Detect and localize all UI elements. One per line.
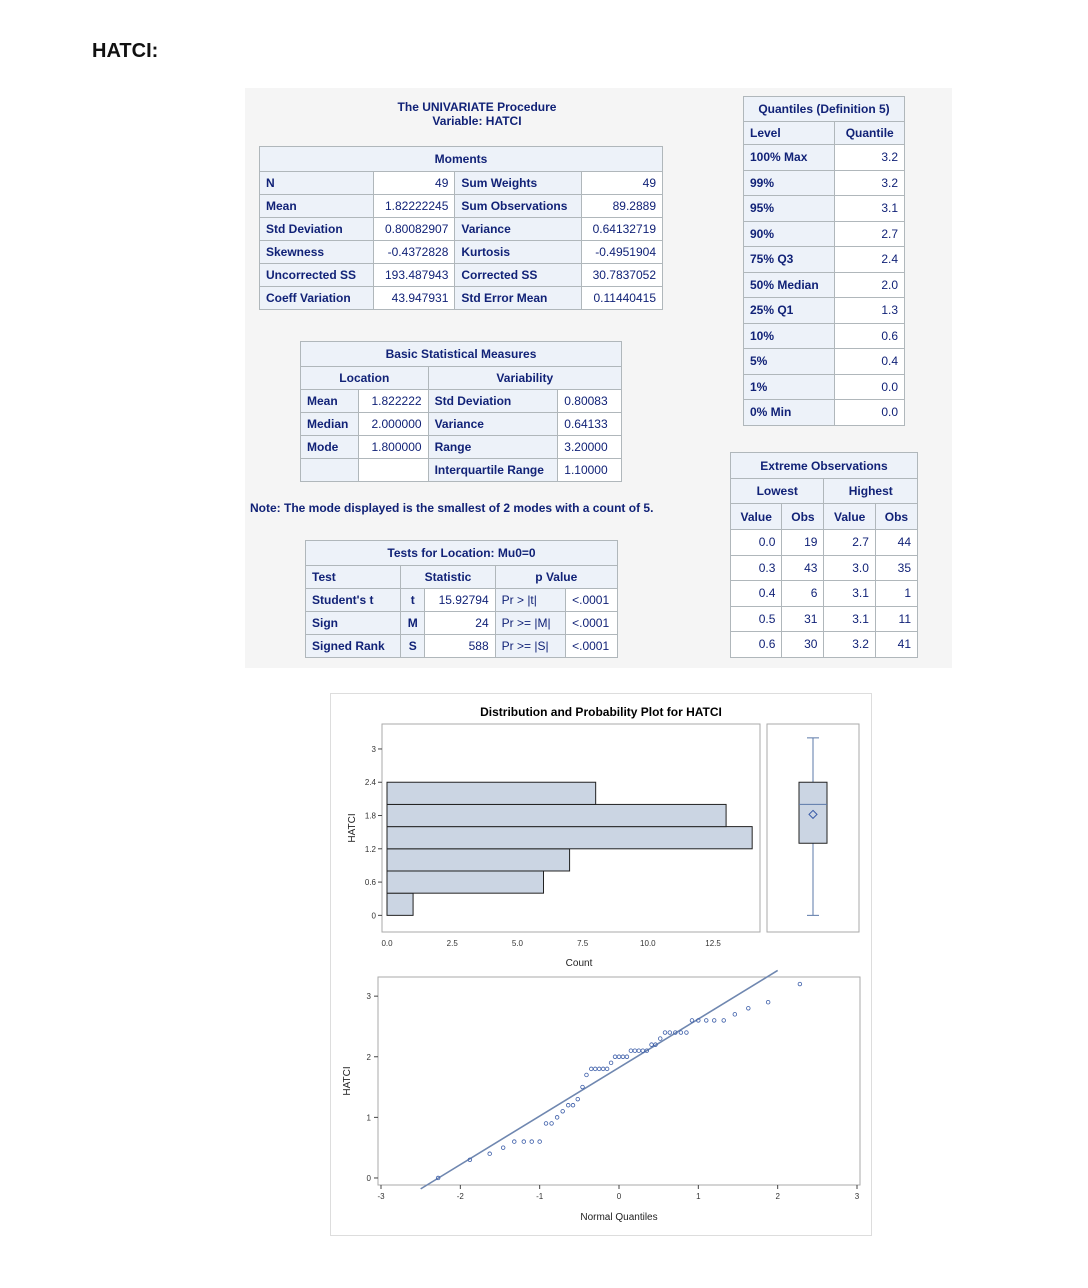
qq-point: [585, 1073, 589, 1077]
tests-header-test: Test: [306, 566, 401, 589]
qq-x-tick-label: 1: [696, 1192, 701, 1201]
moments-value: 89.2889: [581, 195, 662, 218]
extreme-obs: 41: [875, 632, 917, 658]
qq-y-axis: [367, 992, 378, 1183]
histogram-bars: [387, 782, 752, 915]
quantile-level: 99%: [744, 170, 835, 196]
test-name: Sign: [306, 612, 401, 635]
location-label: [301, 459, 359, 482]
variability-label: Variance: [428, 413, 558, 436]
quantile-level: 25% Q1: [744, 298, 835, 324]
extremes-sub-header: Obs: [875, 504, 917, 530]
qq-point: [555, 1116, 559, 1120]
boxplot-box: [799, 782, 827, 843]
histogram-x-tick-label: 5.0: [511, 939, 523, 948]
histogram-y-tick-label: 0.6: [364, 878, 376, 888]
qq-point: [593, 1067, 597, 1071]
histogram-bar: [387, 782, 596, 804]
location-value: 2.000000: [358, 413, 428, 436]
histogram-x-tick-label: 7.5: [577, 939, 589, 948]
moments-label: Sum Observations: [455, 195, 581, 218]
qq-point: [637, 1049, 641, 1053]
table-row: [744, 170, 905, 196]
extremes-table: [730, 452, 918, 658]
extreme-obs: 11: [875, 606, 917, 632]
distribution-probability-plot: [331, 694, 871, 1235]
table-row: [301, 436, 622, 459]
qq-point: [597, 1067, 601, 1071]
table-row: [260, 264, 663, 287]
qq-point: [544, 1122, 548, 1126]
location-label: Mean: [301, 390, 359, 413]
moments-value: 0.11440415: [581, 287, 662, 310]
qq-point: [690, 1019, 694, 1023]
test-p-value: <.0001: [566, 635, 618, 658]
highest-header: Highest: [824, 479, 918, 504]
qq-points: [436, 982, 801, 1180]
test-name: Signed Rank: [306, 635, 401, 658]
moments-title: Moments: [260, 147, 663, 172]
moments-label: Coeff Variation: [260, 287, 374, 310]
qq-point: [601, 1067, 605, 1071]
lowest-header: Lowest: [731, 479, 824, 504]
qq-x-tick-label: 2: [775, 1192, 780, 1201]
test-p-value: <.0001: [566, 589, 618, 612]
table-row: [306, 589, 618, 612]
table-row: [744, 298, 905, 324]
boxplot: [799, 738, 827, 915]
test-statistic: 15.92794: [425, 589, 495, 612]
qq-frame: [378, 977, 860, 1185]
qq-point: [512, 1140, 516, 1144]
moments-label: Kurtosis: [455, 241, 581, 264]
moments-value: 49: [581, 172, 662, 195]
qq-point: [501, 1146, 505, 1150]
qq-x-axis: [377, 1185, 859, 1201]
histogram-y-label: HATCI: [347, 813, 358, 843]
qq-point: [629, 1049, 633, 1053]
moments-label: Sum Weights: [455, 172, 581, 195]
table-row: [731, 530, 918, 556]
qq-point: [722, 1019, 726, 1023]
location-value: 1.800000: [358, 436, 428, 459]
moments-value: 193.487943: [373, 264, 454, 287]
table-row: [744, 400, 905, 426]
basic-measures-table: [300, 341, 622, 482]
qq-point: [685, 1031, 689, 1035]
table-row: [744, 145, 905, 171]
test-p-label: Pr > |t|: [495, 589, 565, 612]
histogram-y-tick-label: 0: [371, 911, 376, 921]
test-name: Student's t: [306, 589, 401, 612]
tests-title: Tests for Location: Mu0=0: [306, 541, 618, 566]
table-row: [731, 555, 918, 581]
quantiles-table: [743, 96, 905, 426]
test-p-label: Pr >= |S|: [495, 635, 565, 658]
table-row: [744, 323, 905, 349]
qq-point: [530, 1140, 534, 1144]
location-value: [358, 459, 428, 482]
variability-value: 0.80083: [558, 390, 622, 413]
table-row: [260, 241, 663, 264]
quantiles-header-quantile: Quantile: [835, 122, 905, 145]
qq-y-tick-label: 2: [366, 1052, 371, 1062]
qq-point: [550, 1122, 554, 1126]
extremes-sub-header: Value: [731, 504, 782, 530]
table-row: [306, 612, 618, 635]
moments-value: -0.4372828: [373, 241, 454, 264]
extreme-value: 3.2: [824, 632, 875, 658]
qq-point: [605, 1067, 609, 1071]
quantile-value: 2.0: [835, 272, 905, 298]
extreme-obs: 43: [782, 555, 824, 581]
moments-label: Variance: [455, 218, 581, 241]
variability-label: Interquartile Range: [428, 459, 558, 482]
histogram-bar: [387, 804, 726, 826]
tests-header-statistic: Statistic: [401, 566, 495, 589]
location-value: 1.822222: [358, 390, 428, 413]
qq-point: [679, 1031, 683, 1035]
location-label: Mode: [301, 436, 359, 459]
extreme-obs: 44: [875, 530, 917, 556]
qq-point: [704, 1019, 708, 1023]
table-row: [301, 413, 622, 436]
quantile-level: 1%: [744, 374, 835, 400]
moments-value: 30.7837052: [581, 264, 662, 287]
moments-value: 1.82222245: [373, 195, 454, 218]
moments-label: Mean: [260, 195, 374, 218]
moments-value: 43.947931: [373, 287, 454, 310]
quantile-value: 3.2: [835, 170, 905, 196]
extreme-value: 3.1: [824, 606, 875, 632]
location-label: Median: [301, 413, 359, 436]
moments-label: Corrected SS: [455, 264, 581, 287]
extreme-obs: 30: [782, 632, 824, 658]
quantile-value: 2.4: [835, 247, 905, 273]
table-row: [301, 459, 622, 482]
qq-point: [633, 1049, 637, 1053]
moments-value: 0.64132719: [581, 218, 662, 241]
moments-value: 49: [373, 172, 454, 195]
procedure-title: [347, 100, 607, 128]
table-row: [744, 272, 905, 298]
page-heading: HATCI:: [92, 40, 159, 62]
variability-label: Range: [428, 436, 558, 459]
table-row: [301, 390, 622, 413]
quantile-value: 2.7: [835, 221, 905, 247]
histogram-x-axis: [381, 939, 721, 948]
moments-label: Uncorrected SS: [260, 264, 374, 287]
quantile-value: 3.1: [835, 196, 905, 222]
extreme-value: 3.1: [824, 581, 875, 607]
histogram-bar: [387, 871, 544, 893]
extreme-value: 0.6: [731, 632, 782, 658]
extremes-sub-header: Value: [824, 504, 875, 530]
test-p-value: <.0001: [566, 612, 618, 635]
table-row: [731, 606, 918, 632]
tests-header-pvalue: p Value: [495, 566, 617, 589]
qq-point: [621, 1055, 625, 1059]
extreme-value: 0.5: [731, 606, 782, 632]
test-statistic: 24: [425, 612, 495, 635]
qq-x-label: Normal Quantiles: [580, 1212, 658, 1223]
extremes-title: Extreme Observations: [731, 453, 918, 479]
qq-point: [641, 1049, 645, 1053]
extreme-obs: 35: [875, 555, 917, 581]
qq-y-tick-label: 1: [366, 1113, 371, 1123]
histogram-x-tick-label: 0.0: [381, 939, 393, 948]
table-row: [744, 349, 905, 375]
qq-point: [650, 1043, 654, 1047]
qq-point: [668, 1031, 672, 1035]
variability-label: Std Deviation: [428, 390, 558, 413]
basic-measures-title: Basic Statistical Measures: [301, 342, 622, 367]
variability-value: 3.20000: [558, 436, 622, 459]
quantile-value: 0.0: [835, 374, 905, 400]
histogram-y-tick-label: 1.8: [364, 811, 376, 821]
test-symbol: S: [401, 635, 425, 658]
histogram-bar: [387, 827, 752, 849]
quantile-value: 0.6: [835, 323, 905, 349]
distribution-figure: [330, 693, 872, 1236]
table-row: [744, 247, 905, 273]
qq-x-tick-label: -1: [536, 1192, 544, 1201]
qq-point: [609, 1061, 613, 1065]
extreme-value: 0.4: [731, 581, 782, 607]
qq-point: [538, 1140, 542, 1144]
extreme-obs: 6: [782, 581, 824, 607]
moments-label: Std Deviation: [260, 218, 374, 241]
histogram-x-tick-label: 12.5: [705, 939, 721, 948]
qq-point: [798, 982, 802, 986]
qq-point: [766, 1000, 770, 1004]
table-row: [260, 218, 663, 241]
extremes-sub-header: Obs: [782, 504, 824, 530]
qq-point: [712, 1019, 716, 1023]
qq-x-tick-label: -2: [456, 1192, 464, 1201]
qq-x-tick-label: 3: [854, 1192, 860, 1201]
histogram-x-tick-label: 10.0: [640, 939, 656, 948]
qq-y-tick-label: 0: [366, 1173, 371, 1183]
qq-point: [571, 1103, 575, 1107]
quantiles-title: Quantiles (Definition 5): [744, 97, 905, 122]
table-row: [731, 632, 918, 658]
variability-header: Variability: [428, 367, 621, 390]
qq-point: [488, 1152, 492, 1156]
qq-point: [658, 1037, 662, 1041]
histogram-bar: [387, 849, 570, 871]
qq-point: [747, 1006, 751, 1010]
extreme-value: 0.0: [731, 530, 782, 556]
quantile-level: 100% Max: [744, 145, 835, 171]
variability-value: 1.10000: [558, 459, 622, 482]
qq-point: [522, 1140, 526, 1144]
extreme-obs: 1: [875, 581, 917, 607]
extreme-obs: 19: [782, 530, 824, 556]
qq-y-label: HATCI: [342, 1066, 353, 1096]
table-row: [744, 196, 905, 222]
variability-value: 0.64133: [558, 413, 622, 436]
quantile-level: 10%: [744, 323, 835, 349]
quantile-value: 0.0: [835, 400, 905, 426]
qq-point: [566, 1103, 570, 1107]
figure-title: Distribution and Probability Plot for HATCI: [480, 705, 722, 719]
extreme-value: 2.7: [824, 530, 875, 556]
histogram-x-tick-label: 2.5: [446, 939, 458, 948]
qq-y-tick-label: 3: [366, 992, 371, 1002]
procedure-variable: Variable: HATCI: [432, 114, 522, 128]
moments-label: Skewness: [260, 241, 374, 264]
qq-x-tick-label: -3: [377, 1192, 385, 1201]
moments-value: -0.4951904: [581, 241, 662, 264]
moments-table: [259, 146, 663, 310]
qq-point: [561, 1110, 565, 1114]
quantile-value: 3.2: [835, 145, 905, 171]
table-row: [260, 287, 663, 310]
qq-x-tick-label: 0: [616, 1192, 622, 1201]
quantile-level: 90%: [744, 221, 835, 247]
quantile-level: 5%: [744, 349, 835, 375]
procedure-name: The UNIVARIATE Procedure: [397, 100, 557, 114]
qq-point: [589, 1067, 593, 1071]
quantile-level: 95%: [744, 196, 835, 222]
moments-label: N: [260, 172, 374, 195]
qq-point: [617, 1055, 621, 1059]
test-symbol: t: [401, 589, 425, 612]
mode-note: Note: The mode displayed is the smallest of 2 modes with a count of 5.: [250, 501, 654, 515]
test-statistic: 588: [425, 635, 495, 658]
quantile-level: 75% Q3: [744, 247, 835, 273]
qq-point: [581, 1085, 585, 1089]
test-symbol: M: [401, 612, 425, 635]
quantile-value: 1.3: [835, 298, 905, 324]
moments-label: Std Error Mean: [455, 287, 581, 310]
histogram-y-tick-label: 3: [371, 744, 376, 754]
quantile-level: 0% Min: [744, 400, 835, 426]
test-p-label: Pr >= |M|: [495, 612, 565, 635]
tests-table: [305, 540, 618, 658]
histogram-x-label: Count: [565, 958, 593, 969]
histogram-y-axis: [365, 745, 382, 920]
qq-point: [613, 1055, 617, 1059]
location-header: Location: [301, 367, 429, 390]
extreme-obs: 31: [782, 606, 824, 632]
quantile-value: 0.4: [835, 349, 905, 375]
extreme-value: 0.3: [731, 555, 782, 581]
table-row: [731, 581, 918, 607]
qq-point: [625, 1055, 629, 1059]
histogram-bar: [387, 893, 413, 915]
histogram-y-tick-label: 2.4: [364, 778, 376, 788]
table-row: [260, 195, 663, 218]
qq-point: [733, 1013, 737, 1017]
quantiles-header-level: Level: [744, 122, 835, 145]
quantile-level: 50% Median: [744, 272, 835, 298]
qq-point: [576, 1097, 580, 1101]
extreme-value: 3.0: [824, 555, 875, 581]
qq-point: [663, 1031, 667, 1035]
moments-value: 0.80082907: [373, 218, 454, 241]
table-row: [260, 172, 663, 195]
table-row: [306, 635, 618, 658]
histogram-y-tick-label: 1.2: [364, 844, 376, 854]
table-row: [744, 374, 905, 400]
qq-reference-line: [421, 970, 778, 1188]
table-row: [744, 221, 905, 247]
